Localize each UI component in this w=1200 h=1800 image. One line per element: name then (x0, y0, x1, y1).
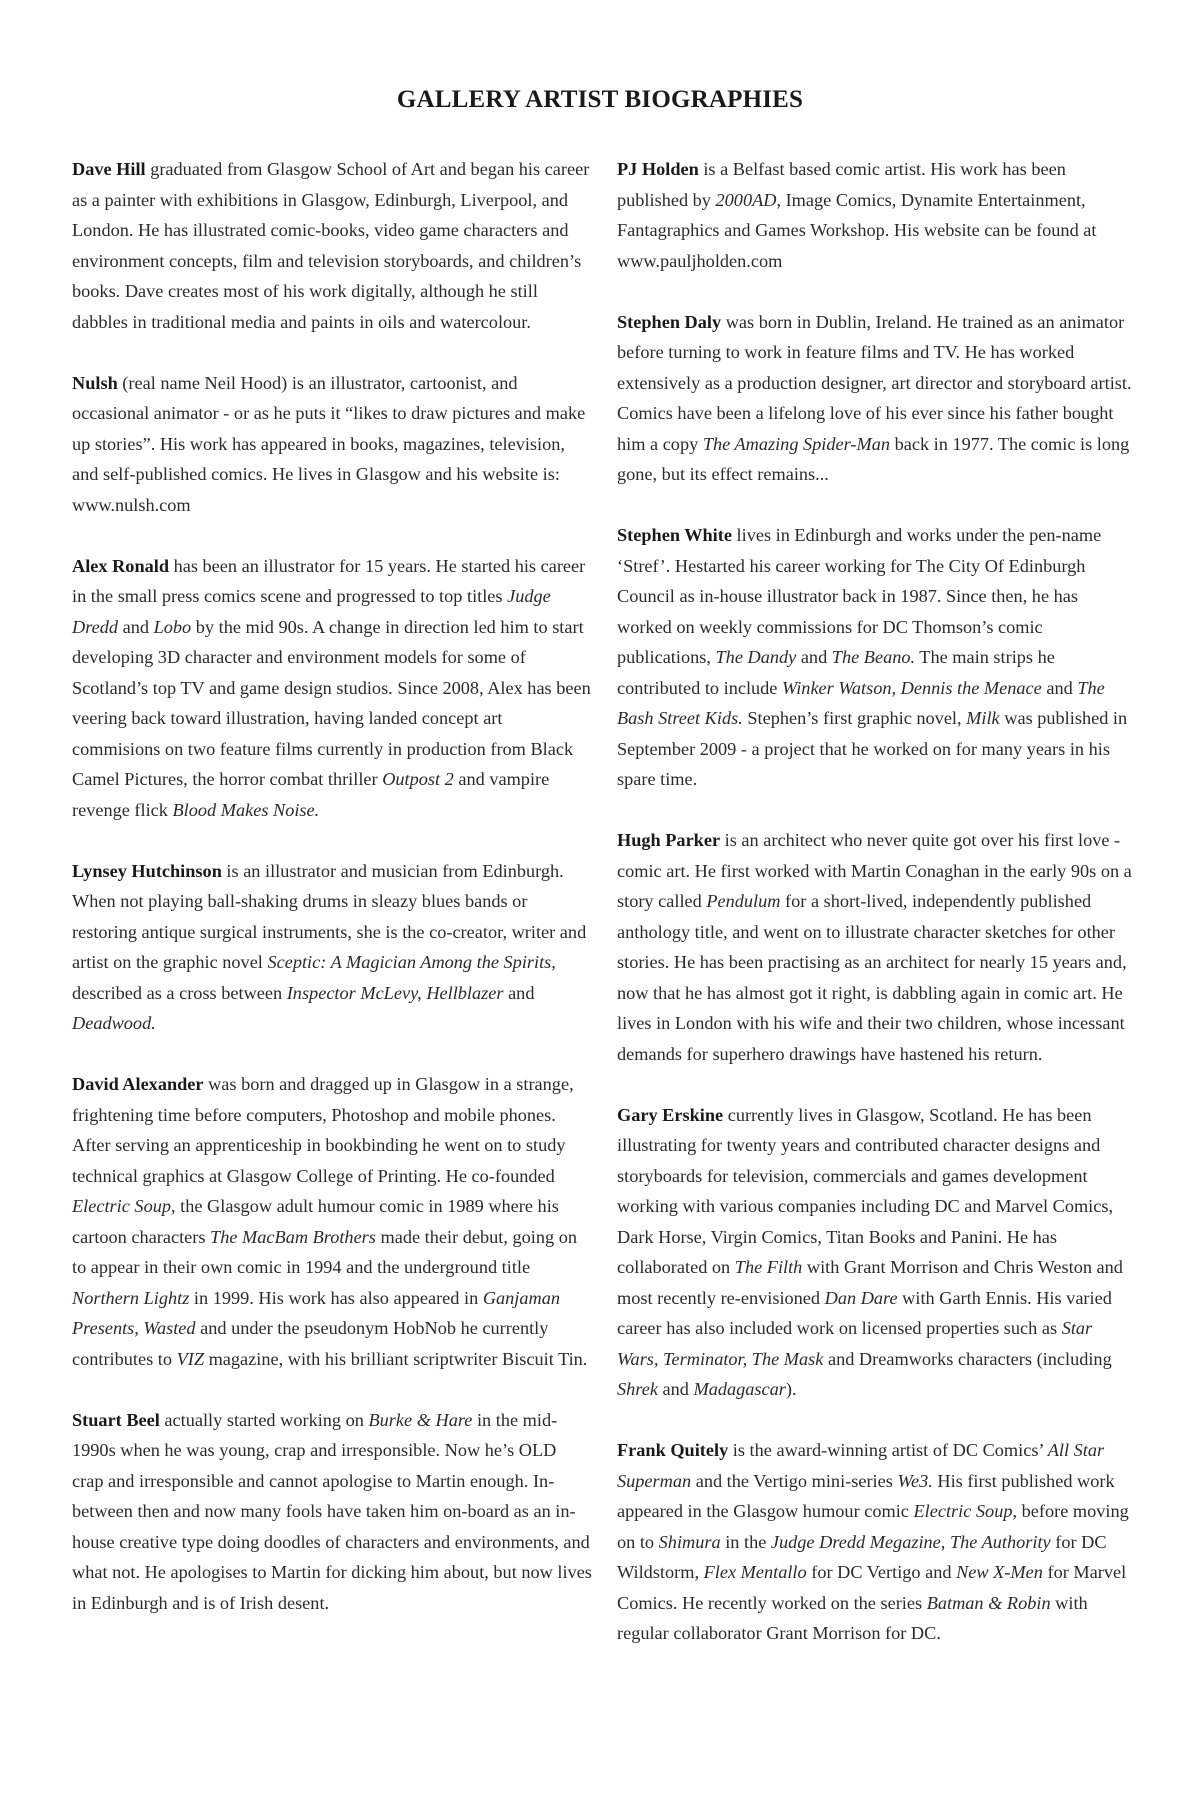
bio-text: was born in Dublin, Ireland. He trained as an animator before turning to work in feature films and TV. He has worked extensively as a production designer, art director and storyboard artist. Comics have been a lifelong love of his ever since his father bought him a copy (617, 311, 1132, 454)
artist-name: Nulsh (72, 372, 118, 393)
artist-name: PJ Holden (617, 159, 699, 179)
bio-text: for DC Wildstorm, (617, 1531, 1107, 1582)
bio-text: for a short-lived, independently published anthology title, and went on to illustrate character sketches for other stories. He has been practising as an architect for nearly 15 years and, now that he has almost got it right, is dabbling again in comic art. He lives in London with his wife and their two children, whose incessant demands for superhero drawings have hastened his return. (617, 891, 1127, 1064)
bio-text: for DC Vertigo and (806, 1562, 957, 1582)
bio-text: described as a cross between (72, 982, 287, 1003)
italic-title: VIZ (176, 1348, 205, 1369)
italic-title: The Authority (949, 1531, 1051, 1552)
italic-title: Wasted (143, 1318, 196, 1338)
bio-text: Stephen’s first graphic novel, (742, 708, 967, 728)
bio-text: is the award-winning artist of DC Comics’ (728, 1440, 1048, 1460)
italic-title: Batman & Robin (926, 1592, 1051, 1613)
italic-title: The Beano. (831, 647, 916, 667)
artist-name: Hugh Parker (617, 830, 721, 850)
bio-text: graduated from Glasgow School of Art and began his career as a painter with exhibitions in Glasgow, Edinburgh, Liverpool, and London. He has illustrated comic-books, video game characters and environment concepts, film and television storyboards, and children’s books. Dave creates most of his work digitally, although he still dabbles in traditional media and paints in oils and watercolour. (72, 159, 590, 332)
italic-title: Judge Dredd (72, 586, 551, 637)
italic-title: Sceptic: A Magician Among the Spirits, (267, 952, 556, 972)
bio-text: and (118, 616, 154, 637)
bio-text: , Image Comics, Dynamite Entertainment, Fantagraphics and Games Workshop. His website can be found at www.pauljholden.com (617, 189, 1097, 271)
italic-title: Electric Soup (72, 1196, 171, 1216)
italic-title: The Bash Street Kids. (617, 677, 1105, 728)
italic-title: Pendulum (706, 891, 781, 911)
italic-title: The MacBam Brothers (210, 1226, 376, 1247)
bio-text: in the (720, 1531, 771, 1552)
italic-title: Star Wars, Terminator, The Mask (617, 1318, 1093, 1369)
italic-title: All Star Superman (617, 1440, 1105, 1491)
bio-text: and vampire revenge flick (72, 769, 550, 820)
bio-text: currently lives in Glasgow, Scotland. He has been illustrating for twenty years and contributed character designs and storyboards for television, commercials and games development working with various companies including DC and Marvel Comics, Dark Horse, Virgin Comics, Titan Books and Panini. He has collaborated on (617, 1104, 1114, 1277)
bio-text: and (657, 1379, 694, 1399)
artist-bio (72, 1069, 592, 1374)
bio-text: was published in September 2009 - a project that he worked on for many years in his spare time. (617, 708, 1128, 789)
italic-title: Dan Dare (824, 1287, 898, 1308)
bio-text: with Grant Morrison and Chris Weston and most recently re-envisioned (617, 1257, 1123, 1308)
bio-text: His first published work appeared in the Glasgow humour comic (617, 1470, 1115, 1521)
bio-text: , the Glasgow adult humour comic in 1989 where his cartoon characters (72, 1196, 559, 1247)
italic-title: Winker Watson, Dennis the Menace (782, 677, 1042, 698)
bio-text: , (940, 1531, 950, 1552)
bio-text: is an illustrator and musician from Edinburgh. When not playing ball-shaking drums in sleazy blues bands or restoring antique surgical instruments, she is the co-creator, writer and artist on the graphic novel (72, 860, 587, 972)
italic-title: Milk (966, 708, 1000, 728)
artist-name: David Alexander (72, 1074, 204, 1094)
artist-bio (617, 825, 1132, 1069)
italic-title: New X-Men (956, 1562, 1043, 1582)
italic-title: Inspector McLevy, Hellblazer (286, 982, 504, 1003)
italic-title: The Filth (734, 1257, 803, 1277)
italic-title: Ganjaman Presents (72, 1287, 560, 1338)
bio-text: and the Vertigo mini-series (691, 1470, 898, 1491)
artist-name: Stephen White (617, 525, 732, 545)
artist-bio (617, 1100, 1132, 1405)
artist-bio (617, 154, 1132, 276)
italic-title: The Dandy (715, 647, 797, 667)
bio-text: The main strips he contributed to include (617, 647, 1055, 698)
bio-text: and under the pseudonym HobNob he currently contributes to (72, 1318, 549, 1369)
artist-name: Gary Erskine (617, 1104, 724, 1125)
italic-title: Burke & Hare (368, 1409, 473, 1430)
italic-title: We3. (897, 1470, 933, 1491)
bio-text: in 1999. His work has also appeared in (189, 1287, 483, 1308)
bio-text: for Marvel Comics. He recently worked on the series (617, 1562, 1127, 1613)
bio-text: ). (785, 1379, 797, 1399)
artist-bio (72, 856, 592, 1039)
bio-text: with regular collaborator Grant Morrison for DC. (617, 1592, 1088, 1643)
italic-title: Madagascar (693, 1379, 786, 1399)
bio-text: , (134, 1318, 144, 1338)
italic-title: Shimura (658, 1531, 721, 1552)
left-column (72, 154, 592, 1649)
artist-bio (72, 368, 592, 521)
bio-text: back in 1977. The comic is long gone, but its effect remains... (617, 433, 1130, 484)
italic-title: 2000AD (715, 189, 777, 210)
bio-text: is a Belfast based comic artist. His work has been published by (617, 159, 1066, 210)
italic-title: Judge Dredd Megazine (770, 1531, 941, 1552)
bio-text: has been an illustrator for 15 years. He started his career in the small press comics scene and progressed to top titles (72, 555, 586, 606)
right-column (617, 154, 1132, 1679)
artist-bio (72, 154, 592, 337)
artist-bio (617, 520, 1132, 795)
bio-text: , before moving on to (617, 1501, 1129, 1552)
artist-name: Frank Quitely (617, 1440, 729, 1460)
bio-text: made their debut, going on to appear in their own comic in 1994 and the underground title (72, 1226, 577, 1277)
artist-name: Alex Ronald (72, 555, 170, 576)
italic-title: Flex Mentallo (703, 1562, 807, 1582)
page-title: GALLERY ARTIST BIOGRAPHIES (396, 86, 804, 113)
bio-text: and (1041, 677, 1078, 698)
artist-bio (72, 1405, 592, 1619)
bio-text: lives in Edinburgh and works under the pen-name ‘Stref’. Hestarted his career working for The City Of Edinburgh Council as in-house illustrator back in 1987. Since then, he has worked on weekly commissions for DC Thomson’s comic publications, (617, 525, 1102, 667)
bio-text: with Garth Ennis. His varied career has also included work on licensed properties such as (617, 1287, 1112, 1338)
italic-title: Northern Lightz (72, 1287, 190, 1308)
artist-name: Stephen Daly (617, 311, 722, 332)
artist-bio (617, 1435, 1132, 1649)
bio-text: and Dreamworks characters (including (823, 1348, 1112, 1369)
italic-title: Shrek (617, 1379, 658, 1399)
bio-text: in the mid-1990s when he was young, crap and irresponsible. Now he’s OLD crap and irresponsible and cannot apologise to Martin enough. In-between then and now many fools have taken him on-board as an in-house creative type doing doodles of characters and environments, and what not. He apologises to Martin for dicking him about, but now lives in Edinburgh and is of Irish desent. (72, 1409, 592, 1613)
artist-name: Dave Hill (72, 159, 146, 179)
bio-text: actually started working on (159, 1409, 369, 1430)
artist-name: Lynsey Hutchinson (72, 860, 222, 881)
italic-title: Outpost 2 (382, 769, 454, 789)
italic-title: Lobo (153, 616, 192, 637)
italic-title: Electric Soup (913, 1501, 1013, 1521)
bio-text: is an architect who never quite got over his first love - comic art. He first worked with Martin Conaghan in the early 90s on a story called (617, 830, 1132, 911)
bio-text: (real name Neil Hood) is an illustrator, cartoonist, and occasional animator - or as he puts it “likes to draw pictures and make up stories”. His work has appeared in books, magazines, television, and self-published comics. He lives in Glasgow and his website is: www.nulsh.com (72, 372, 586, 515)
italic-title: Deadwood. (72, 1013, 156, 1033)
bio-text: and (796, 647, 832, 667)
artist-bio (72, 551, 592, 826)
bio-text: magazine, with his brilliant scriptwriter Biscuit Tin. (204, 1348, 588, 1369)
artist-bio (617, 307, 1132, 490)
bio-text: was born and dragged up in Glasgow in a strange, frightening time before computers, Photoshop and mobile phones. After serving an apprenticeship in bookbinding he went on to study technical graphics at Glasgow College of Printing. He co-founded (72, 1074, 574, 1186)
italic-title: Blood Makes Noise. (172, 799, 320, 820)
bio-text: and (503, 982, 535, 1003)
italic-title: The Amazing Spider-Man (702, 433, 890, 454)
bio-text: by the mid 90s. A change in direction led him to start developing 3D character and environment models for some of Scotland’s top TV and game design studios. Since 2008, Alex has been veering back toward illustration, having landed concept art commisions on two feature films currently in production from Black Camel Pictures, the horror combat thriller (72, 616, 591, 789)
artist-name: Stuart Beel (72, 1409, 160, 1430)
